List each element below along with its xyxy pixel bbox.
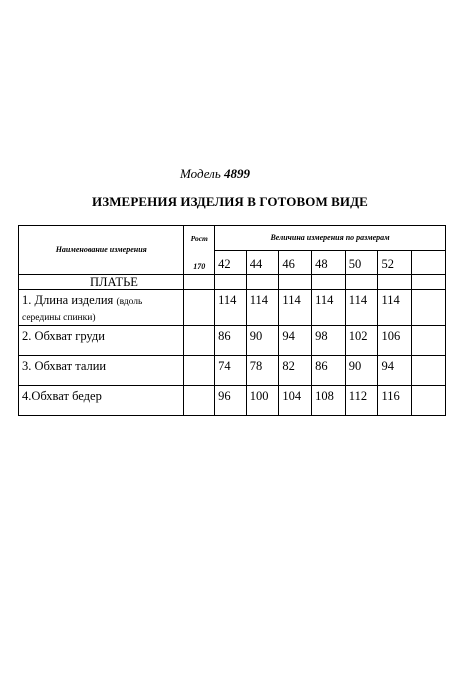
empty-cell: [184, 275, 215, 290]
measurement-name: 1. Длина изделия (вдоль середины спинки): [19, 290, 184, 326]
table-row: [19, 326, 446, 356]
header-height: [184, 226, 215, 275]
model-number: 4899: [224, 166, 250, 181]
header-height-value: 170: [193, 262, 206, 271]
measurement-value: 114: [246, 290, 279, 326]
size-44: 44: [246, 250, 279, 275]
empty-cell: [184, 326, 215, 356]
empty-cell: [345, 275, 378, 290]
measurement-value: 96: [215, 386, 247, 416]
size-52: 52: [378, 250, 412, 275]
measurement-value: 114: [345, 290, 378, 326]
header-measurement-name: Наименование измерения: [19, 226, 184, 275]
model-caption: [180, 166, 250, 182]
table-row: [19, 386, 446, 416]
measurement-value: 114: [215, 290, 247, 326]
size-50: 50: [345, 250, 378, 275]
empty-cell: [184, 356, 215, 386]
measurement-value: [412, 386, 446, 416]
table-row: [19, 356, 446, 386]
empty-cell: [246, 275, 279, 290]
measurement-note: (вдоль середины спинки): [22, 297, 143, 323]
header-height-label: Рост: [190, 234, 208, 243]
measurement-value: 86: [215, 326, 247, 356]
measurement-name: 2. Обхват груди: [19, 326, 184, 356]
measurement-value: 94: [279, 326, 312, 356]
measurements-table: [18, 225, 446, 416]
measurement-value: 114: [279, 290, 312, 326]
measurement-value: 90: [246, 326, 279, 356]
empty-cell: [184, 290, 215, 326]
measurement-value: 94: [378, 356, 412, 386]
measurement-name: 4.Обхват бедер: [19, 386, 184, 416]
measurement-value: 112: [345, 386, 378, 416]
empty-cell: [312, 275, 346, 290]
header-sizes-label: Величина измерения по размерам: [215, 226, 446, 251]
size-48: 48: [312, 250, 346, 275]
section-row: [19, 275, 446, 290]
measurement-value: 74: [215, 356, 247, 386]
empty-cell: [184, 386, 215, 416]
empty-cell: [378, 275, 412, 290]
measurement-value: [412, 290, 446, 326]
size-42: 42: [215, 250, 247, 275]
empty-cell: [215, 275, 247, 290]
empty-cell: [279, 275, 312, 290]
measurement-name: 3. Обхват талии: [19, 356, 184, 386]
measurement-value: 100: [246, 386, 279, 416]
measurement-value: [412, 326, 446, 356]
measurement-value: 90: [345, 356, 378, 386]
model-label: Модель: [180, 166, 221, 181]
measurement-value: [412, 356, 446, 386]
measurement-value: 82: [279, 356, 312, 386]
measurement-value: 102: [345, 326, 378, 356]
empty-cell: [412, 275, 446, 290]
measurement-value: 114: [312, 290, 346, 326]
size-empty: [412, 250, 446, 275]
table-row: [19, 290, 446, 326]
measurement-value: 78: [246, 356, 279, 386]
measurement-value: 98: [312, 326, 346, 356]
measurement-value: 86: [312, 356, 346, 386]
document-title: ИЗМЕРЕНИЯ ИЗДЕЛИЯ В ГОТОВОМ ВИДЕ: [92, 194, 368, 209]
measurement-value: 104: [279, 386, 312, 416]
section-title: ПЛАТЬЕ: [19, 275, 184, 290]
measurement-value: 114: [378, 290, 412, 326]
size-46: 46: [279, 250, 312, 275]
measurement-value: 108: [312, 386, 346, 416]
measurement-value: 116: [378, 386, 412, 416]
measurement-value: 106: [378, 326, 412, 356]
